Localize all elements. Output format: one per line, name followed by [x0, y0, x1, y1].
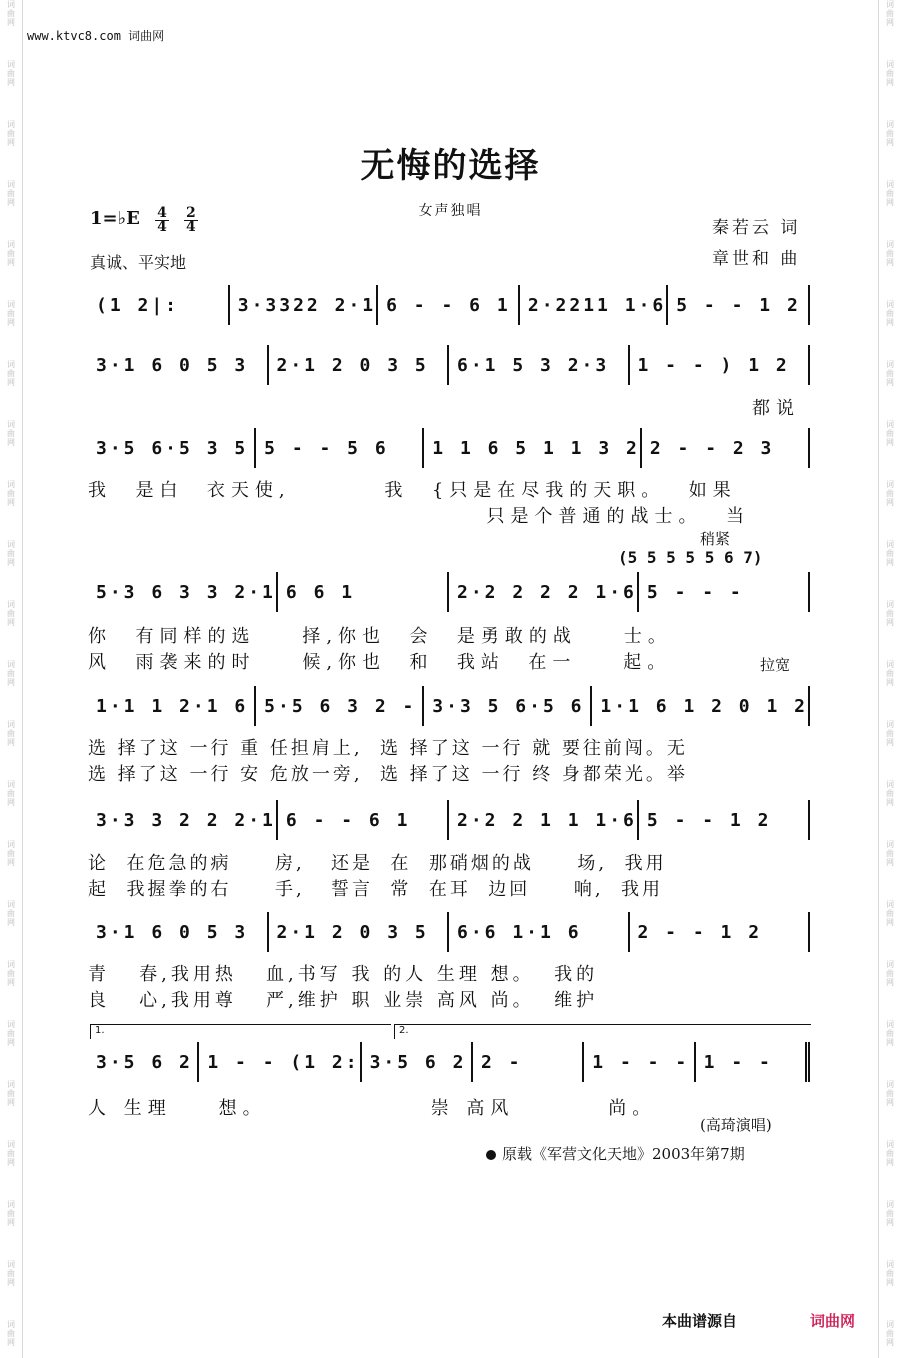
watermark-text: 词 曲 网: [7, 300, 15, 327]
measure: (1 2|:: [88, 285, 230, 325]
measure: 2·1 2 0 3 5: [269, 345, 450, 385]
watermark-text: 词 曲 网: [886, 840, 894, 867]
lyric-row-8: 人 生理 想。 崇 高风 尚。: [88, 1098, 657, 1119]
footer-label: 本曲谱源自: [662, 1312, 738, 1330]
measure: 5·3 6 3 3 2·1: [88, 572, 278, 612]
watermark-text: 词 曲 网: [7, 1320, 15, 1347]
watermark-text: 词 曲 网: [886, 0, 894, 27]
measure: 3·3322 2·1: [230, 285, 378, 325]
measure: 5 - - 1 2: [668, 285, 810, 325]
interlude-notes: (5 5 5 5 5 6 7): [618, 548, 763, 567]
watermark-text: 词 曲 网: [7, 900, 15, 927]
measure: 6·1 5 3 2·3: [449, 345, 630, 385]
measure: 5 - - -: [639, 572, 810, 612]
watermark-text: 词 曲 网: [7, 840, 15, 867]
measure: 3·5 6 2: [88, 1042, 199, 1082]
music-row: [88, 572, 810, 612]
watermark-text: 词 曲 网: [886, 360, 894, 387]
lyric-row-6a: 论 在危急的病 房, 还是 在 那硝烟的战 场, 我用: [88, 853, 667, 874]
watermark-text: 词 曲 网: [886, 480, 894, 507]
tempo-annotation-broaden: 拉宽: [760, 656, 791, 674]
music-row: [88, 800, 810, 840]
watermark-text: 词 曲 网: [886, 720, 894, 747]
watermark-text: 词 曲 网: [886, 120, 894, 147]
time-1-top: 4: [155, 207, 169, 221]
key-signature: 1=♭E: [90, 208, 140, 229]
music-row: [88, 1042, 810, 1082]
footer-brand-link[interactable]: 词曲网: [810, 1312, 856, 1330]
watermark-text: 词 曲 网: [886, 900, 894, 927]
watermark-text: 词 曲 网: [7, 960, 15, 987]
watermark-text: 词 曲 网: [886, 1080, 894, 1107]
music-row: [88, 285, 810, 325]
measure: 6 6 1: [278, 572, 449, 612]
watermark-text: 词 曲 网: [7, 60, 15, 87]
measure: 1 - -: [696, 1042, 810, 1082]
lyric-row-4a: 你 有同样的选 择,你也 会 是勇敢的战 士。: [88, 626, 672, 647]
lyricist: 秦若云 词: [712, 218, 801, 238]
watermark-text: 词 曲 网: [886, 1260, 894, 1287]
measure: 3·5 6 2: [362, 1042, 473, 1082]
lyric-row-3a: 我 是白 衣天使, 我 {只是在尽我的天职。 如果: [88, 480, 737, 501]
watermark-text: 词 曲 网: [886, 540, 894, 567]
watermark-text: 词 曲 网: [7, 1260, 15, 1287]
measure: 6 - - 6 1: [278, 800, 449, 840]
measure: 2 -: [473, 1042, 584, 1082]
song-title: 无悔的选择: [360, 146, 541, 186]
measure: 5 - - 1 2: [639, 800, 810, 840]
watermark-text: 词 曲 网: [7, 120, 15, 147]
watermark-text: 词 曲 网: [7, 0, 15, 27]
watermark-text: 词 曲 网: [7, 480, 15, 507]
measure: 3·1 6 0 5 3: [88, 345, 269, 385]
lyric-row-3b: 只是个普通的战士。 当: [88, 506, 750, 527]
watermark-text: 词 曲 网: [7, 1140, 15, 1167]
watermark-text: 词 曲 网: [886, 660, 894, 687]
watermark-text: 词 曲 网: [886, 960, 894, 987]
measure: 2·2 2 1 1 1·6: [449, 800, 639, 840]
site-url[interactable]: www.ktvc8.com 词曲网: [27, 29, 165, 43]
time-signatures: [155, 207, 208, 234]
measure: 3·5 6·5 3 5: [88, 428, 256, 468]
measure: 3·1 6 0 5 3: [88, 912, 269, 952]
watermark-text: 词 曲 网: [886, 1200, 894, 1227]
time-1-bottom: 4: [157, 219, 167, 235]
bullet-icon: [486, 1150, 496, 1160]
watermark-text: 词 曲 网: [886, 420, 894, 447]
music-row: [88, 686, 810, 726]
tempo-annotation-faster: 稍紧: [700, 530, 731, 548]
watermark-text: 词 曲 网: [7, 1080, 15, 1107]
music-row: [88, 428, 810, 468]
measure: 5 - - 5 6: [256, 428, 424, 468]
measure: 1 - - -: [584, 1042, 695, 1082]
measure: 2·2211 1·6: [520, 285, 668, 325]
watermark-text: 词 曲 网: [886, 1140, 894, 1167]
measure: 3·3 3 2 2 2·1: [88, 800, 278, 840]
measure: 3·3 5 6·5 6: [424, 686, 592, 726]
watermark-text: 词 曲 网: [886, 240, 894, 267]
lyric-row-6b: 起 我握拳的右 手, 誓言 常 在耳 边回 响, 我用: [88, 879, 664, 900]
measure: 1 - - (1 2:: [199, 1042, 361, 1082]
lyric-row-5a: 选 择了这 一行 重 任担肩上, 选 择了这 一行 就 要往前闯。无: [88, 738, 688, 759]
watermark-text: 词 曲 网: [7, 540, 15, 567]
watermark-text: 词 曲 网: [886, 1020, 894, 1047]
measure: 1·1 6 1 2 0 1 2: [592, 686, 810, 726]
lyric-row-5b: 选 择了这 一行 安 危放一旁, 选 择了这 一行 终 身都荣光。举: [88, 764, 688, 785]
watermark-text: 词 曲 网: [7, 420, 15, 447]
volta-1: 1.: [90, 1024, 391, 1039]
watermark-text: 词 曲 网: [886, 300, 894, 327]
measure: 2 - - 2 3: [642, 428, 810, 468]
measure: 2·1 2 0 3 5: [269, 912, 450, 952]
watermark-text: 词 曲 网: [886, 600, 894, 627]
watermark-text: 词 曲 网: [886, 180, 894, 207]
watermark-text: 词 曲 网: [886, 780, 894, 807]
music-row: [88, 912, 810, 952]
volta-2: 2.: [394, 1024, 811, 1039]
singer-credit: (高琦演唱): [700, 1116, 772, 1134]
watermark-text: 词 曲 网: [7, 360, 15, 387]
time-2-bottom: 4: [186, 219, 196, 235]
measure: 2·2 2 2 2 1·6: [449, 572, 639, 612]
lyric-row-4b: 风 雨袭来的时 候,你也 和 我站 在一 起。: [88, 652, 672, 673]
song-subtitle: 女声独唱: [418, 203, 483, 219]
watermark-text: 词 曲 网: [7, 660, 15, 687]
source-text: 原载《军营文化天地》2003年第7期: [502, 1145, 745, 1163]
watermark-text: 词 曲 网: [7, 240, 15, 267]
watermark-text: 词 曲 网: [7, 1200, 15, 1227]
measure: 1·1 1 2·1 6: [88, 686, 256, 726]
tempo-mark: 真诚、平实地: [90, 253, 187, 272]
watermark-text: 词 曲 网: [7, 600, 15, 627]
source-note: [486, 1143, 745, 1164]
watermark-text: 词 曲 网: [7, 180, 15, 207]
measure: 1 - - ) 1 2: [630, 345, 811, 385]
lyric-row-7b: 良 心,我用尊 严,维护 职 业崇 高风 尚。 维护: [88, 990, 599, 1011]
measure: 6·6 1·1 6: [449, 912, 630, 952]
measure: 5·5 6 3 2 -: [256, 686, 424, 726]
lyric-row-7a: 青 春,我用热 血,书写 我 的人 生理 想。 我的: [88, 964, 599, 985]
measure: 1 1 6 5 1 1 3 2: [424, 428, 642, 468]
music-row: [88, 345, 810, 385]
lyric-row-2: 都说: [752, 398, 800, 419]
watermark-text: 词 曲 网: [7, 1020, 15, 1047]
watermark-text: 词 曲 网: [886, 60, 894, 87]
composer: 章世和 曲: [712, 249, 801, 269]
measure: 6 - - 6 1: [378, 285, 520, 325]
measure: 2 - - 1 2: [630, 912, 811, 952]
time-2-top: 2: [184, 207, 198, 221]
watermark-text: 词 曲 网: [886, 1320, 894, 1347]
watermark-text: 词 曲 网: [7, 720, 15, 747]
watermark-text: 词 曲 网: [7, 780, 15, 807]
